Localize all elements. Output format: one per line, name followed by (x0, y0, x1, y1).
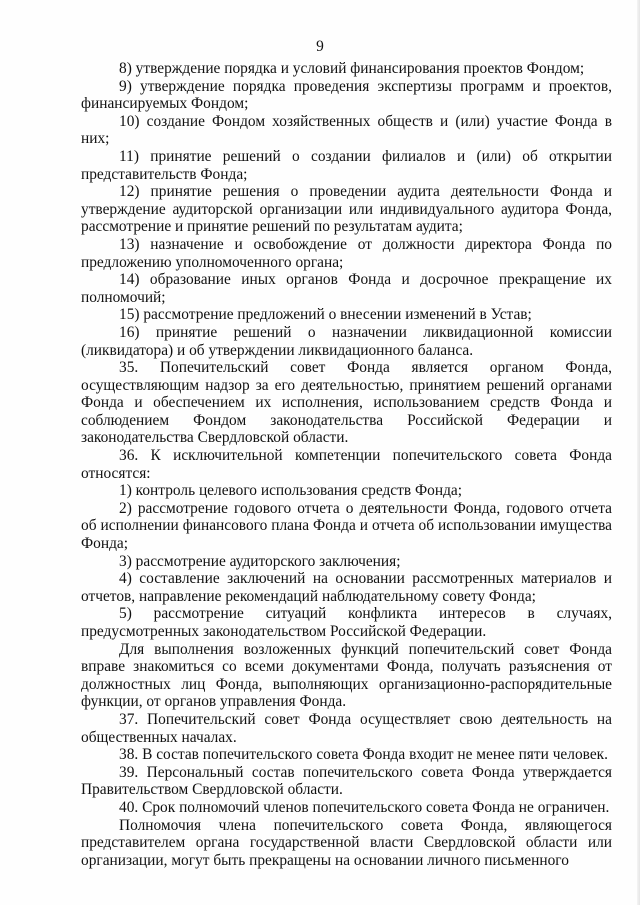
paragraph-item-8: 8) утверждение порядка и условий финансирования проектов Фондом; (119, 60, 585, 77)
paragraph-item-16: 16) принятие решений о назначении ликвидационной комиссии (ликвидатора) и об утверждении ликвидационного баланса. (81, 323, 612, 359)
paragraph-competence-5: 5) рассмотрение ситуаций конфликта интересов в случаях, предусмотренных законодательством Российской Федерации. (81, 605, 612, 640)
paragraph-clause-36: 36. К исключительной компетенции попечительского совета Фонда относятся: (81, 447, 612, 482)
paragraph-item-12: 12) принятие решения о проведении аудита деятельности Фонда и утверждение аудиторской организации или индивидуального аудитора Фонда, рассмотрение и принятие решений по результатам аудита; (81, 183, 612, 236)
paragraph-item-13: 13) назначение и освобождение от должности директора Фонда по предложению уполномоченного органа; (81, 235, 612, 271)
paragraph-item-9: 9) утверждение порядка проведения экспертизы программ и проектов, финансируемых Фондом; (81, 77, 612, 113)
paragraph-competence-3: 3) рассмотрение аудиторского заключения; (119, 552, 401, 570)
paragraph-clause-37: 37. Попечительский совет Фонда осуществляет свою деятельность на общественных началах. (81, 710, 612, 746)
paragraph-competence-2: 2) рассмотрение годового отчета о деятельности Фонда, годового отчета об исполнении финансового плана Фонда и отчета об использовании имущества Фонда; (81, 499, 612, 553)
paragraph-clause-39: 39. Персональный состав попечительского совета Фонда утверждается Правительством Свердловской области. (81, 763, 612, 799)
paragraph-clause-35: 35. Попечительский совет Фонда является органом Фонда, осуществляющим надзор за его деятельностью, принятием решений органами Фонда и обеспечением их исполнения, использованием средств Фонда и соблюдением Фондом законодательства Российской Федерации и законодательства Свердловской области. (81, 359, 612, 447)
paragraph-powers: Полномочия члена попечительского совета Фонда, являющегося представителем органа государственной власти Свердловской области или организации, могут быть прекращены на основании личного письменного (81, 816, 612, 869)
paragraph-item-10: 10) создание Фондом хозяйственных обществ и (или) участие Фонда в них; (81, 112, 612, 148)
paragraph-competence-4: 4) составление заключений на основании рассмотренных материалов и отчетов, направление рекомендаций наблюдательному совету Фонда; (81, 570, 612, 605)
paragraph-item-14: 14) образование иных органов Фонда и досрочное прекращение их полномочий; (81, 271, 612, 306)
paragraph-clause-40: 40. Срок полномочий членов попечительского совета Фонда не ограничен. (119, 798, 610, 816)
paragraph-competence-1: 1) контроль целевого использования средств Фонда; (119, 482, 463, 500)
paragraph-item-11: 11) принятие решений о создании филиалов и (или) об открытии представительств Фонда; (81, 147, 612, 183)
paragraph-clause-38: 38. В состав попечительского совета Фонда входит не менее пяти человек. (119, 746, 608, 764)
document-body (81, 60, 612, 869)
page-number: 9 (316, 38, 324, 55)
paragraph-functions: Для выполнения возложенных функций попечительский совет Фонда вправе знакомиться со всеми документами Фонда, получать разъяснения от должностных лиц Фонда, выполняющих организационно-распорядительные функции, от органов управления Фонда. (81, 640, 612, 711)
paragraph-item-15: 15) рассмотрение предложений о внесении изменений в Устав; (119, 306, 532, 324)
